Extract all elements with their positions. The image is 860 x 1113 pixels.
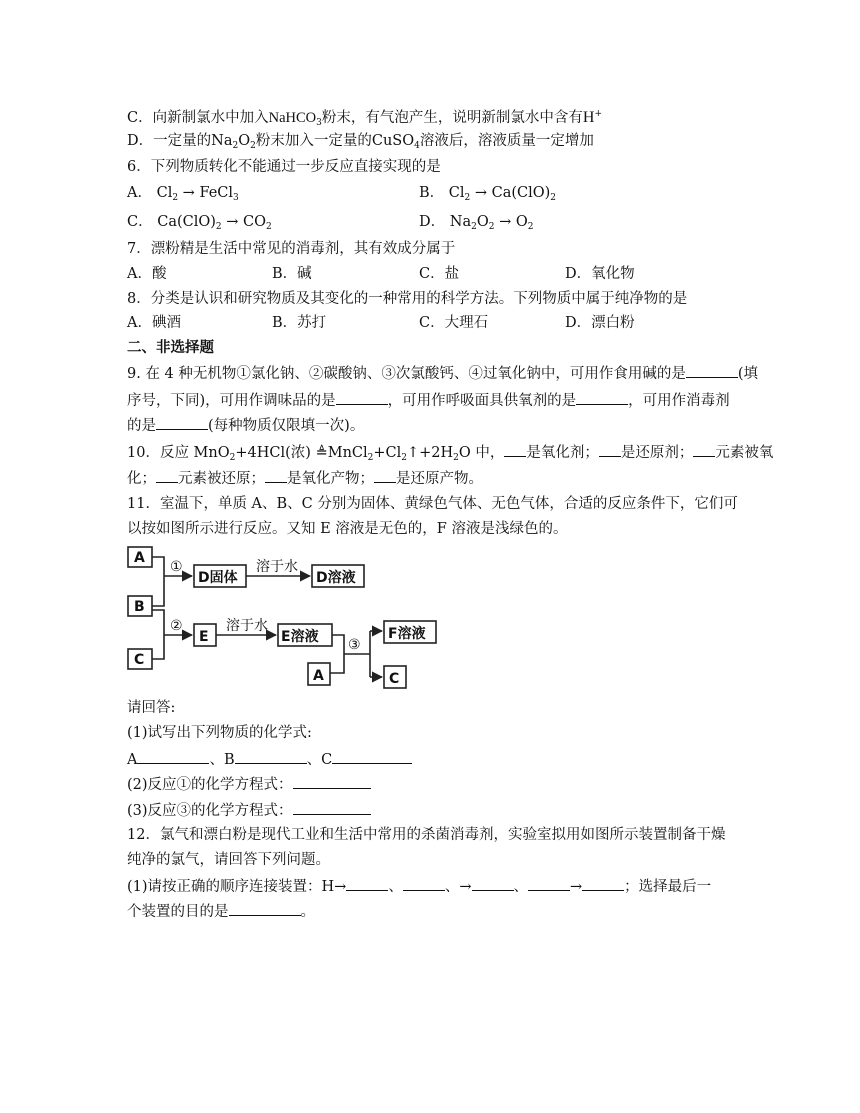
q6-option-c: C． $Ca(ClO)_2 \to CO_2$ <box>127 214 272 232</box>
label-A-second: A <box>313 668 324 684</box>
answer-blank[interactable] <box>156 468 178 483</box>
q10-line-1: 10．反应 MnO$_2$+4HCl(浓) $≜MnCl_2+Cl_2↑+2H_2O$ 中， 是氧化剂； 是还原剂； 元素被氧 <box>127 442 773 468</box>
q7-option-a: A．酸 <box>127 266 167 282</box>
reaction-1-marker: ① <box>170 559 183 575</box>
answer-blank[interactable] <box>229 901 301 916</box>
section-title: 二、非选择题 <box>127 339 214 356</box>
q9-line-2: 序号，下同)，可用作调味品的是 ，可用作呼吸面具供氧剂的是 ，可用作消毒剂 <box>127 390 730 411</box>
q11-part-1: (1)试写出下列物质的化学式: <box>127 725 312 741</box>
answer-blank[interactable] <box>686 363 738 378</box>
label-D-solid: D固体 <box>198 570 238 586</box>
q11-line-2: 以按如图所示进行反应。又知 E 溶液是无色的，F 溶液是浅绿色的。 <box>127 521 568 537</box>
label-B: B <box>134 599 145 615</box>
answer-blank[interactable] <box>582 876 624 891</box>
q12-line-4: 个装置的目的是 。 <box>127 901 315 922</box>
answer-blank[interactable] <box>137 749 209 764</box>
answer-blank[interactable] <box>293 800 371 815</box>
q9-line-1: 9. 在 4 种无机物①氯化钠、②碳酸钠、③次氯酸钙、④过氧化钠中，可用作食用碱的是 (填 <box>127 363 758 384</box>
q10-line-2: 化； 元素被还原； 是氧化产物； 是还原产物。 <box>127 468 483 489</box>
dissolve-label-1: 溶于水 <box>256 559 298 575</box>
answer-blank[interactable] <box>156 415 208 430</box>
answer-blank[interactable] <box>265 468 287 483</box>
q12-line-2: 纯净的氯气，请回答下列问题。 <box>127 852 330 868</box>
q12-line-1: 12．氯气和漂白粉是现代工业和生活中常用的杀菌消毒剂，实验室拟用如图所示装置制备干燥 <box>127 827 726 843</box>
q11-line-1: 11．室温下，单质 A、B、C 分别为固体、黄绿色气体、无色气体，合适的反应条件下，它们可 <box>127 496 738 512</box>
answer-blank[interactable] <box>374 468 396 483</box>
q11-part-1-blanks: A 、B 、C <box>127 749 412 770</box>
q5-option-c: C．向新制氯水中加入NaHCO$_3$粉末，有气泡产生，说明新制氯水中含有H+ <box>127 109 602 128</box>
q9-line-3: 的是 (每种物质仅限填一次)。 <box>127 415 364 436</box>
answer-blank[interactable] <box>336 390 388 405</box>
answer-blank[interactable] <box>599 442 621 457</box>
q6-option-d: D． $Na_2O_2 \to O_2$ <box>419 214 534 232</box>
q8-option-b: B．苏打 <box>272 315 327 331</box>
q8-stem: 8．分类是认识和研究物质及其变化的一种常用的科学方法。下列物质中属于纯净物的是 <box>127 291 688 307</box>
q6-stem: 6．下列物质转化不能通过一步反应直接实现的是 <box>127 159 441 175</box>
reaction-2-marker: ② <box>170 618 183 634</box>
answer-blank[interactable] <box>235 749 307 764</box>
reaction-flow-diagram <box>126 543 456 693</box>
q7-option-b: B．碱 <box>272 266 312 282</box>
label-C-second: C <box>389 671 400 687</box>
dissolve-label-2: 溶于水 <box>226 618 268 634</box>
label-D-solution: D溶液 <box>316 570 356 586</box>
label-C: C <box>134 652 145 668</box>
answer-blank[interactable] <box>528 876 570 891</box>
answer-blank[interactable] <box>693 442 715 457</box>
q11-part-3: (3)反应③的化学方程式： <box>127 800 371 821</box>
answer-blank[interactable] <box>472 876 514 891</box>
q11-answer-intro: 请回答: <box>127 700 176 716</box>
answer-blank[interactable] <box>576 390 628 405</box>
answer-blank[interactable] <box>332 749 412 764</box>
q8-option-d: D．漂白粉 <box>565 315 635 331</box>
q8-option-c: C．大理石 <box>419 315 489 331</box>
answer-blank[interactable] <box>346 876 388 891</box>
q8-option-a: A．碘酒 <box>127 315 181 331</box>
answer-blank[interactable] <box>293 774 371 789</box>
q7-option-d: D．氧化物 <box>565 266 635 282</box>
answer-blank[interactable] <box>504 442 526 457</box>
answer-blank[interactable] <box>403 876 445 891</box>
q11-part-2: (2)反应①的化学方程式： <box>127 774 371 795</box>
q6-option-a: A． $Cl_2$ → FeCl$_3$ <box>127 185 239 203</box>
reaction-3-marker: ③ <box>348 637 361 653</box>
q12-line-3: (1)请按正确的顺序连接装置：H→ 、 、→ 、 → ；选择最后一 <box>127 876 711 897</box>
q7-stem: 7．漂粉精是生活中常见的消毒剂，其有效成分属于 <box>127 241 456 257</box>
q7-option-c: C．盐 <box>419 266 460 282</box>
label-F-solution: F溶液 <box>388 626 426 642</box>
label-E: E <box>199 629 209 645</box>
label-A: A <box>134 550 145 566</box>
q5-option-d: D．一定量的$Na_2O_2$粉末加入一定量的CuSO$_4$溶液后，溶液质量一定增加 <box>127 133 594 151</box>
q6-option-b: B． $Cl_2 \to Ca(ClO)_2$ <box>419 185 557 203</box>
label-E-solution: E溶液 <box>281 629 319 645</box>
